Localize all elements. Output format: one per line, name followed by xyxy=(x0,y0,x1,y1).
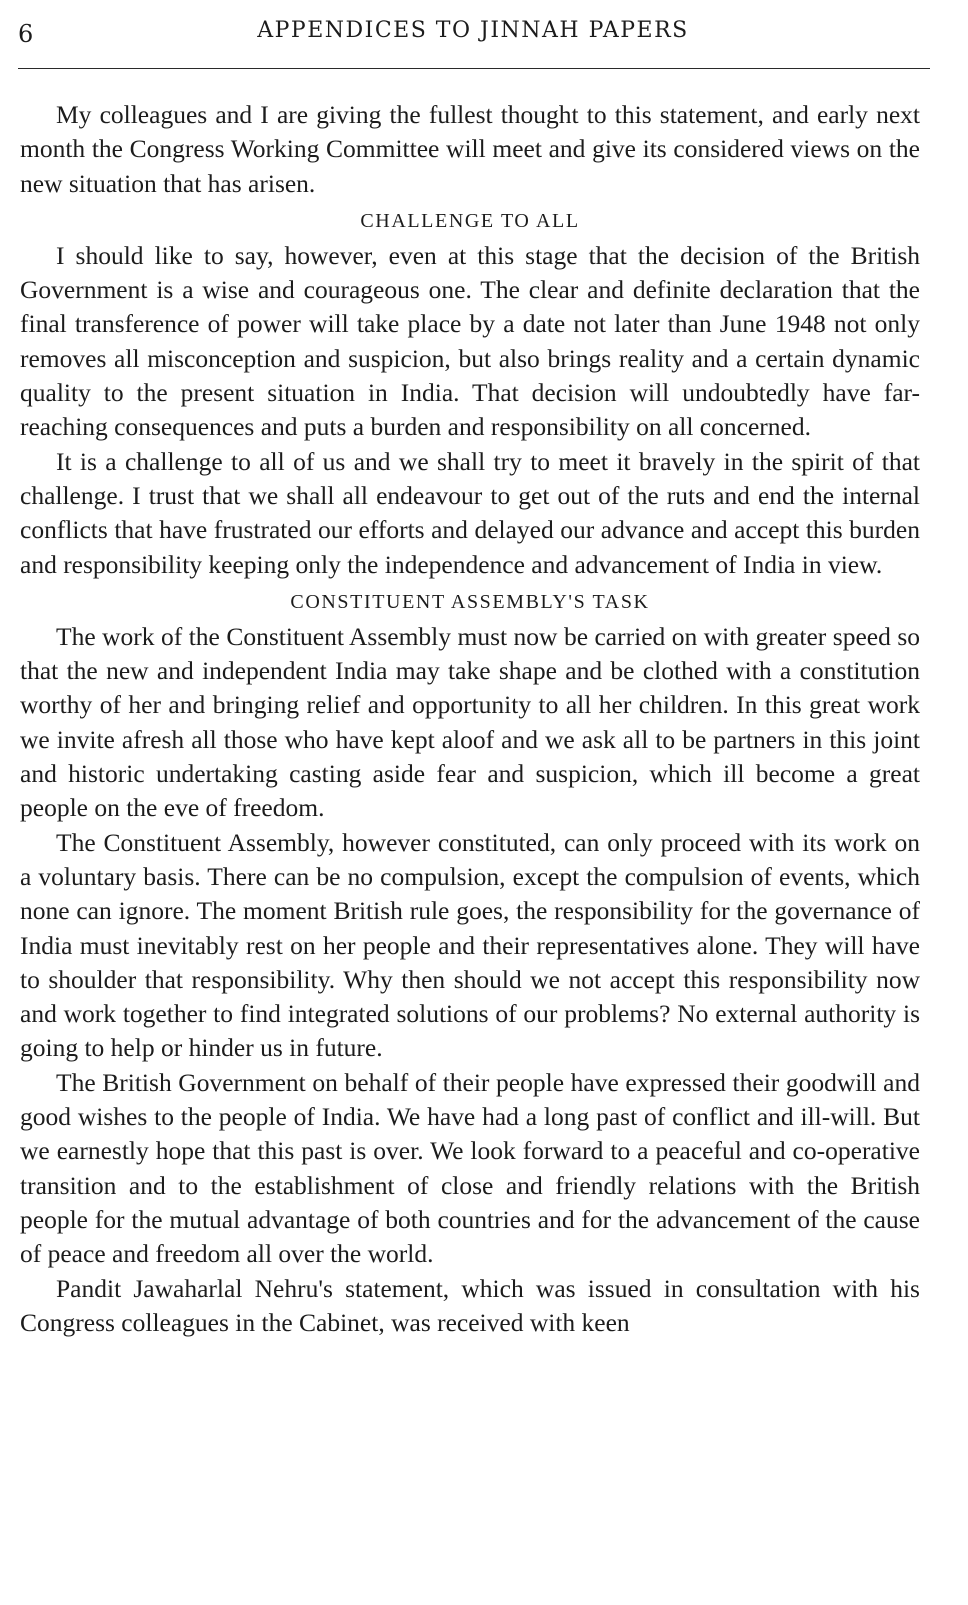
paragraph-6: The British Government on behalf of their people have expressed their goodwill and good wishes to the people of India. We have had a long past of conflict and ill-will. But we earnestly hope that this past is over. We look forward to a peaceful and co-operative transition and to the establishment of close and friendly relations with the British people for the mutual advantage of both countries and for the advancement of the cause of peace and freedom all over the world. xyxy=(20,1067,920,1269)
page-header xyxy=(18,12,928,52)
page-number: 6 xyxy=(18,20,34,48)
section-heading-constituent-assembly: CONSTITUENT ASSEMBLY'S TASK xyxy=(290,590,650,613)
paragraph-4: The work of the Constituent Assembly must now be carried on with greater speed so that the new and independent India may take shape and be clothed with a constitution worthy of her and bringing relief and opportunity to all her children. In this great work we invite afresh all those who have kept aloof and we ask all to be partners in this joint and historic undertaking casting aside fear and suspicion, which ill become a great people on the eve of freedom. xyxy=(20,621,920,823)
paragraph-5: The Constituent Assembly, however constituted, can only proceed with its work on a voluntary basis. There can be no compulsion, except the compulsion of events, which none can ignore. The moment British rule goes, the responsibility for the governance of India must inevitably rest on her people and their representatives alone. They will have to shoulder that responsibility. Why then should we not accept this responsibility now and work together to find integrated solutions of our problems? No external authority is going to help or hinder us in future. xyxy=(20,827,920,1063)
body-text xyxy=(20,98,920,1340)
section-heading-challenge: CHALLENGE TO ALL xyxy=(360,209,580,232)
paragraph-3: It is a challenge to all of us and we shall try to meet it bravely in the spirit of that challenge. I trust that we shall all endeavour to get out of the ruts and end the internal conflicts that have frustrated our efforts and delayed our advance and accept this burden and responsibility keeping only the independence and advancement of India in view. xyxy=(20,446,920,579)
paragraph-7: Pandit Jawaharlal Nehru's statement, which was issued in consultation with his Congress colleagues in the Cabinet, was received with keen xyxy=(20,1273,920,1337)
paragraph-2: I should like to say, however, even at this stage that the decision of the British Government is a wise and courageous one. The clear and definite declaration that the final transference of power will take place by a date not later than June 1948 not only removes all misconception and suspicion, but also brings reality and a certain dynamic quality to the present situation in India. That decision will undoubtedly have far-reaching consequences and puts a burden and responsibility on all concerned. xyxy=(20,240,920,442)
paragraph-1: My colleagues and I are giving the fullest thought to this statement, and early next month the Congress Working Committee will meet and give its considered views on the new situation that has arisen. xyxy=(20,100,920,198)
running-title: APPENDICES TO JINNAH PAPERS xyxy=(257,18,689,43)
header-rule xyxy=(18,68,930,69)
